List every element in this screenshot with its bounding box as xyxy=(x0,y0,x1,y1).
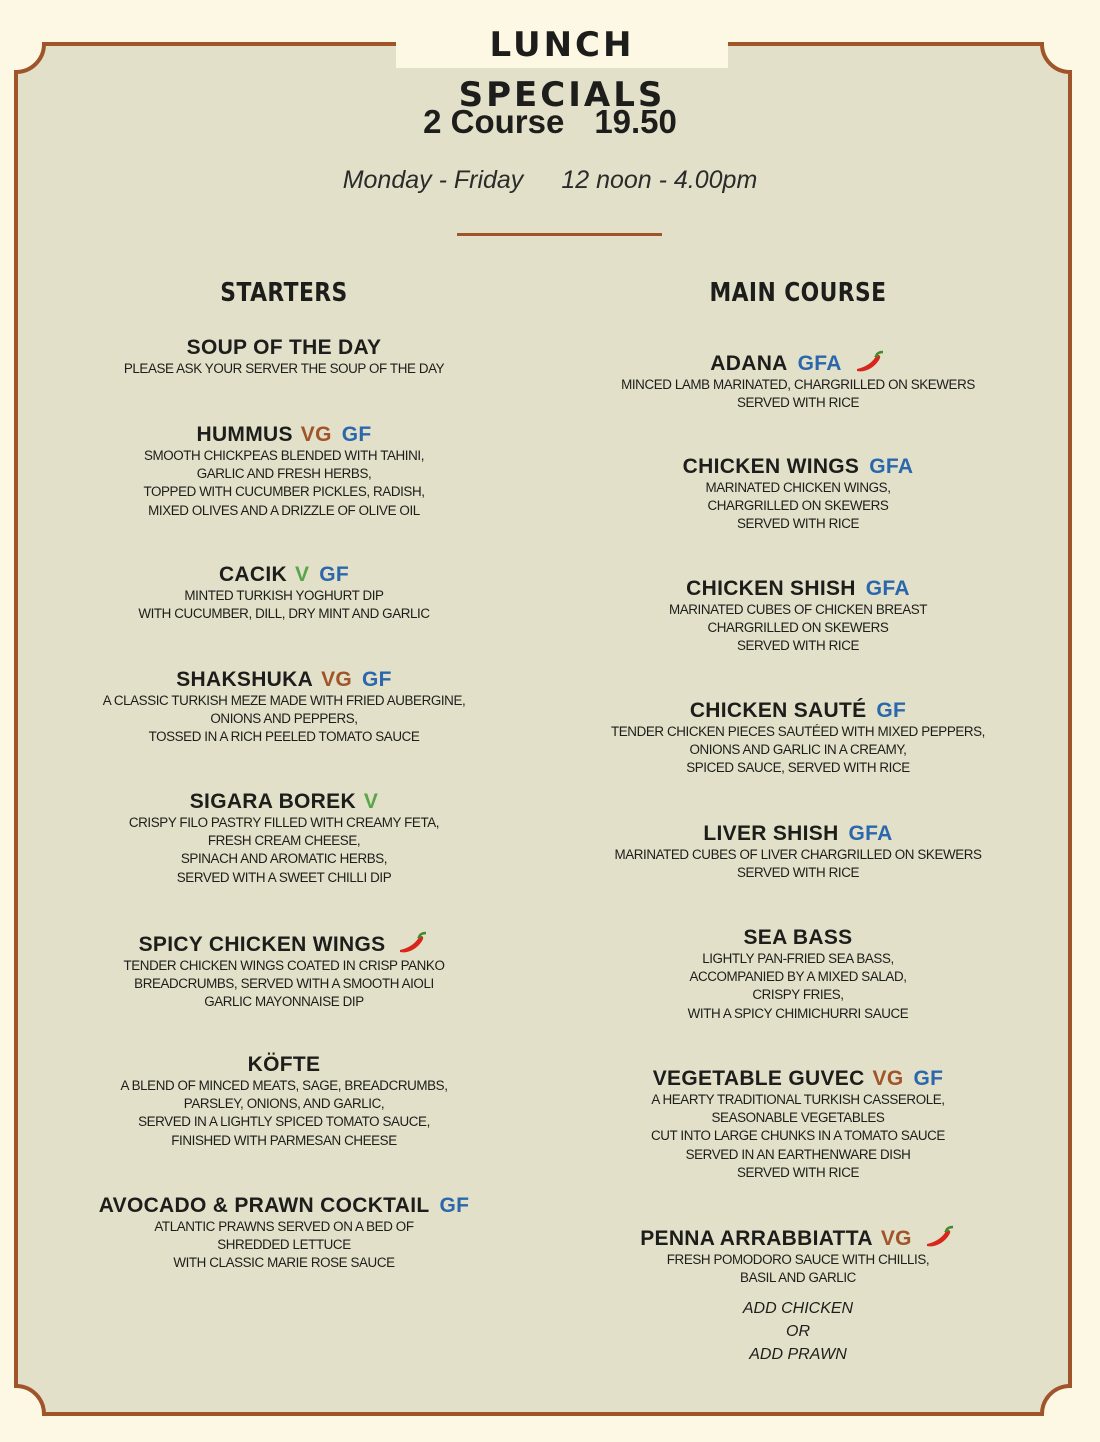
menu-item xyxy=(86,1194,482,1273)
item-description xyxy=(86,692,482,747)
item-name xyxy=(86,423,482,447)
item-description xyxy=(86,447,482,520)
item-title: AVOCADO & PRAWN COCKTAIL xyxy=(98,1194,430,1217)
item-addons xyxy=(600,1297,996,1366)
diet-tag-v: V xyxy=(363,790,379,813)
menu-item xyxy=(86,790,482,887)
item-title: CACIK xyxy=(218,563,287,586)
item-description xyxy=(86,1077,482,1150)
item-description xyxy=(600,950,996,1023)
item-description xyxy=(86,587,482,623)
description-line: A CLASSIC TURKISH MEZE MADE WITH FRIED AUBERGINE, xyxy=(102,693,466,708)
description-line: CHARGRILLED ON SKEWERS xyxy=(707,498,889,514)
item-title: CHICKEN SHISH xyxy=(686,577,856,600)
description-line: ATLANTIC PRAWNS SERVED ON A BED OF xyxy=(154,1219,414,1234)
menu-item xyxy=(86,668,482,747)
description-line: WITH A SPICY CHIMICHURRI SAUCE xyxy=(687,1005,909,1021)
item-description xyxy=(600,376,996,412)
addon-line: ADD CHICKEN xyxy=(742,1300,854,1318)
item-name xyxy=(86,1194,482,1218)
description-line: FRESH CREAM CHEESE, xyxy=(207,833,361,849)
item-title: KÖFTE xyxy=(247,1053,321,1076)
hours-text: 12 noon - 4.00pm xyxy=(561,166,758,194)
diet-tag-gf: GF xyxy=(876,699,907,722)
item-title: SPICY CHICKEN WINGS xyxy=(138,933,386,956)
description-line: A HEARTY TRADITIONAL TURKISH CASSEROLE, xyxy=(651,1092,945,1107)
description-line: SPINACH AND AROMATIC HERBS, xyxy=(180,851,388,867)
item-description xyxy=(86,1218,482,1273)
item-description xyxy=(86,360,482,378)
item-description xyxy=(600,601,996,656)
item-name xyxy=(600,455,996,479)
item-name xyxy=(600,1067,996,1091)
menu-item xyxy=(600,350,996,412)
item-description xyxy=(86,957,482,1012)
item-name xyxy=(86,336,482,360)
description-line: LIGHTLY PAN-FRIED SEA BASS, xyxy=(702,951,894,966)
item-name xyxy=(86,1053,482,1077)
menu-item xyxy=(600,822,996,882)
days-text: Monday - Friday xyxy=(342,166,524,194)
menu-item xyxy=(600,1067,996,1182)
description-line: ONIONS AND GARLIC IN A CREAMY, xyxy=(689,742,907,758)
diet-tag-gfa: GFA xyxy=(865,577,910,600)
item-title: ADANA xyxy=(710,352,788,375)
item-description xyxy=(600,846,996,882)
description-line: WITH CUCUMBER, DILL, DRY MINT AND GARLIC xyxy=(138,606,430,622)
chilli-icon xyxy=(397,931,429,955)
description-line: PLEASE ASK YOUR SERVER THE SOUP OF THE DAY xyxy=(123,361,445,376)
item-description xyxy=(86,814,482,887)
description-line: ACCOMPANIED BY A MIXED SALAD, xyxy=(689,969,907,985)
addon-line: ADD PRAWN xyxy=(749,1346,847,1364)
description-line: SERVED WITH RICE xyxy=(736,865,860,881)
description-line: MINTED TURKISH YOGHURT DIP xyxy=(184,588,384,603)
menu-item xyxy=(600,455,996,534)
description-line: MIXED OLIVES AND A DRIZZLE OF OLIVE OIL xyxy=(148,502,420,518)
description-line: SERVED IN A LIGHTLY SPICED TOMATO SAUCE, xyxy=(138,1114,430,1130)
description-line: SMOOTH CHICKPEAS BLENDED WITH TAHINI, xyxy=(143,448,425,463)
description-line: MARINATED CUBES OF LIVER CHARGRILLED ON SKEWERS xyxy=(614,847,982,862)
diet-tag-gf: GF xyxy=(341,423,372,446)
item-title: CHICKEN SAUTÉ xyxy=(689,699,867,722)
course-price: 19.50 xyxy=(594,103,677,140)
description-line: CUT INTO LARGE CHUNKS IN A TOMATO SAUCE xyxy=(651,1128,945,1144)
diet-tag-vg: VG xyxy=(880,1227,912,1250)
mains-heading: MAIN COURSE xyxy=(709,278,887,308)
description-line: PARSLEY, ONIONS, AND GARLIC, xyxy=(183,1096,385,1112)
description-line: SERVED WITH A SWEET CHILLI DIP xyxy=(176,869,392,885)
diet-tag-vg: VG xyxy=(321,668,353,691)
description-line: TENDER CHICKEN WINGS COATED IN CRISP PANKO xyxy=(123,958,445,973)
divider xyxy=(457,233,662,236)
item-title: VEGETABLE GUVEC xyxy=(652,1067,865,1090)
description-line: SERVED WITH RICE xyxy=(736,395,860,411)
diet-tag-gfa: GFA xyxy=(797,352,842,375)
item-name xyxy=(600,577,996,601)
item-title: PENNA ARRABBIATTA xyxy=(640,1227,873,1250)
diet-tag-gf: GF xyxy=(913,1067,944,1090)
menu-item xyxy=(600,577,996,656)
diet-tag-v: V xyxy=(294,563,310,586)
description-line: SERVED WITH RICE xyxy=(736,516,860,532)
description-line: SERVED WITH RICE xyxy=(736,1164,860,1180)
description-line: SEASONABLE VEGETABLES xyxy=(711,1110,885,1126)
item-name xyxy=(86,790,482,814)
diet-tag-vg: VG xyxy=(300,423,332,446)
menu-item xyxy=(600,1225,996,1366)
description-line: GARLIC MAYONNAISE DIP xyxy=(204,994,364,1010)
addon-line: OR xyxy=(786,1323,810,1341)
item-title: CHICKEN WINGS xyxy=(682,455,860,478)
item-title: SIGARA BOREK xyxy=(189,790,356,813)
chilli-icon xyxy=(854,350,886,374)
menu-item xyxy=(600,699,996,778)
description-line: SPICED SAUCE, SERVED WITH RICE xyxy=(686,760,910,776)
description-line: BASIL AND GARLIC xyxy=(740,1270,856,1286)
description-line: ONIONS AND PEPPERS, xyxy=(210,711,358,727)
description-line: GARLIC AND FRESH HERBS, xyxy=(196,466,372,482)
diet-tag-gf: GF xyxy=(319,563,350,586)
description-line: CRISPY FILO PASTRY FILLED WITH CREAMY FETA, xyxy=(128,815,440,830)
diet-tag-gf: GF xyxy=(439,1194,470,1217)
item-name xyxy=(600,699,996,723)
description-line: SHREDDED LETTUCE xyxy=(217,1237,351,1253)
description-line: SERVED IN AN EARTHENWARE DISH xyxy=(685,1146,911,1162)
description-line: A BLEND OF MINCED MEATS, SAGE, BREADCRUMBS, xyxy=(120,1078,448,1093)
item-title: HUMMUS xyxy=(196,423,293,446)
item-name xyxy=(86,563,482,587)
course-label: 2 Course xyxy=(423,103,565,140)
page-title: LUNCH SPECIALS xyxy=(396,20,728,68)
mains-column xyxy=(600,278,996,1364)
diet-tag-gfa: GFA xyxy=(869,455,914,478)
availability xyxy=(0,162,1100,198)
item-description xyxy=(600,479,996,534)
description-line: CRISPY FRIES, xyxy=(752,987,844,1003)
menu-item xyxy=(86,1053,482,1150)
item-name xyxy=(86,931,482,957)
item-name xyxy=(600,350,996,376)
description-line: BREADCRUMBS, SERVED WITH A SMOOTH AIOLI xyxy=(134,976,434,992)
menu-item xyxy=(86,336,482,378)
item-title: LIVER SHISH xyxy=(703,822,839,845)
item-name xyxy=(600,822,996,846)
menu-item xyxy=(86,563,482,623)
description-line: FRESH POMODORO SAUCE WITH CHILLIS, xyxy=(666,1252,930,1267)
diet-tag-gf: GF xyxy=(362,668,392,691)
description-line: TOSSED IN A RICH PEELED TOMATO SAUCE xyxy=(148,729,420,745)
item-description xyxy=(600,1251,996,1287)
description-line: TENDER CHICKEN PIECES SAUTÉED WITH MIXED PEPPERS, xyxy=(611,724,985,739)
description-line: CHARGRILLED ON SKEWERS xyxy=(707,620,889,636)
item-title: SOUP OF THE DAY xyxy=(186,336,382,359)
description-line: TOPPED WITH CUCUMBER PICKLES, RADISH, xyxy=(143,484,425,500)
description-line: MARINATED CUBES OF CHICKEN BREAST xyxy=(668,602,928,617)
item-description xyxy=(600,723,996,778)
chilli-icon xyxy=(924,1225,956,1249)
menu-item xyxy=(86,931,482,1012)
item-name xyxy=(600,926,996,950)
starters-column xyxy=(86,278,482,1271)
item-name xyxy=(86,668,482,692)
course-offer xyxy=(0,100,1100,144)
starters-heading: STARTERS xyxy=(220,278,348,308)
menu-item xyxy=(86,423,482,520)
item-title: SHAKSHUKA xyxy=(176,668,314,691)
menu-item xyxy=(600,926,996,1023)
item-description xyxy=(600,1091,996,1182)
description-line: FINISHED WITH PARMESAN CHEESE xyxy=(171,1132,397,1148)
item-title: SEA BASS xyxy=(743,926,853,949)
description-line: MINCED LAMB MARINATED, CHARGRILLED ON SKEWERS xyxy=(621,377,975,392)
description-line: WITH CLASSIC MARIE ROSE SAUCE xyxy=(173,1255,395,1271)
diet-tag-gfa: GFA xyxy=(848,822,893,845)
diet-tag-vg: VG xyxy=(872,1067,904,1090)
item-name xyxy=(600,1225,996,1251)
description-line: SERVED WITH RICE xyxy=(736,638,860,654)
description-line: MARINATED CHICKEN WINGS, xyxy=(705,480,891,495)
